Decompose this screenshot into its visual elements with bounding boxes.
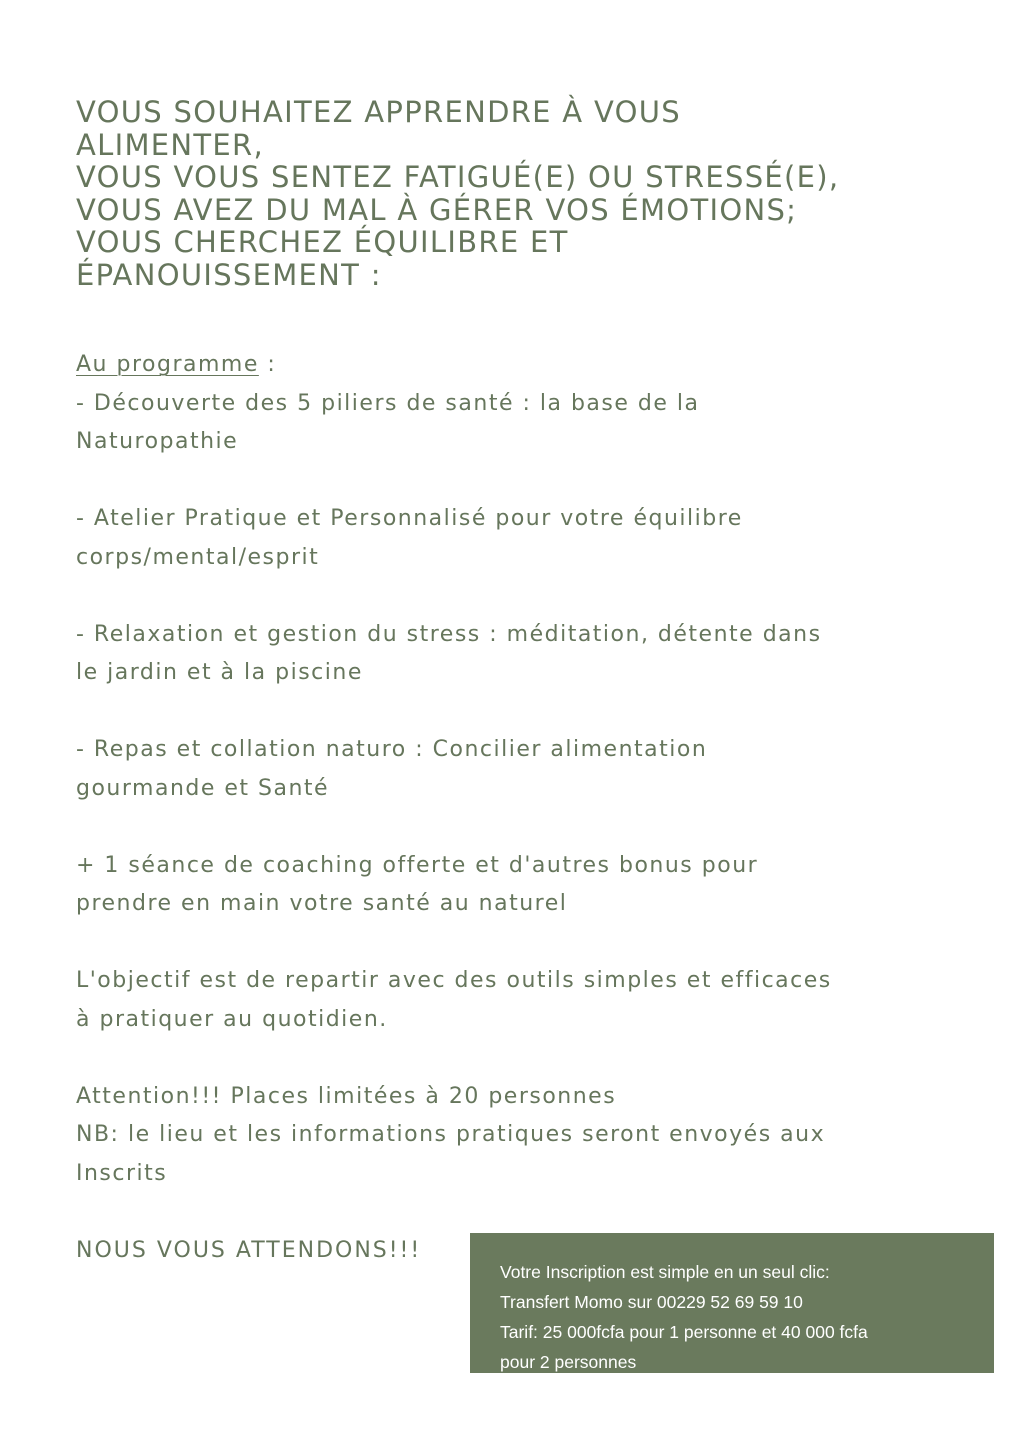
heading-line: VOUS SOUHAITEZ APPRENDRE À VOUS	[76, 95, 681, 129]
program-item-line: gourmande et Santé	[76, 775, 330, 801]
nb-notice-line: Inscrits	[76, 1160, 168, 1186]
program-item-line: + 1 séance de coaching offerte et d'autres bonus pour	[76, 852, 759, 878]
heading-line: VOUS CHERCHEZ ÉQUILIBRE ET	[76, 225, 569, 259]
attention-notice: Attention!!! Places limitées à 20 personnes	[76, 1083, 617, 1109]
program-item-line: corps/mental/esprit	[76, 544, 320, 570]
nb-notice-line: NB: le lieu et les informations pratiques seront envoyés aux	[76, 1122, 826, 1147]
program-label-line	[76, 346, 976, 385]
program-item-line: Naturopathie	[76, 429, 239, 454]
registration-line: pour 2 personnes	[500, 1352, 637, 1372]
program-section	[76, 346, 976, 1193]
program-item-line: - Relaxation et gestion du stress : méditation, détente dans	[76, 621, 822, 647]
objective-line: à pratiquer au quotidien.	[76, 1006, 388, 1032]
heading-line: ÉPANOUISSEMENT :	[76, 257, 382, 292]
program-item-line: le jardin et à la piscine	[76, 660, 363, 685]
registration-line: Transfert Momo sur 00229 52 69 59 10	[500, 1292, 803, 1312]
heading-line: ALIMENTER,	[76, 127, 264, 162]
registration-line: Tarif: 25 000fcfa pour 1 personne et 40 000 fcfa	[500, 1322, 868, 1342]
registration-line: Votre Inscription est simple en un seul clic:	[500, 1262, 830, 1282]
program-item-line: - Découverte des 5 piliers de santé : la base de la	[76, 390, 700, 416]
program-item-line: - Repas et collation naturo : Concilier alimentation	[76, 737, 708, 762]
heading-line: VOUS AVEZ DU MAL À GÉRER VOS ÉMOTIONS;	[76, 192, 798, 227]
program-item-line: - Atelier Pratique et Personnalisé pour votre équilibre	[76, 506, 743, 531]
program-item-line: prendre en main votre santé au naturel	[76, 891, 568, 916]
program-label-suffix: :	[258, 352, 277, 377]
heading-line: VOUS VOUS SENTEZ FATIGUÉ(E) OU STRESSÉ(E),	[76, 160, 840, 194]
objective-line: L'objectif est de repartir avec des outils simples et efficaces	[76, 968, 832, 993]
registration-box	[470, 1233, 994, 1373]
program-label: Au programme	[76, 352, 259, 377]
closing-text: NOUS VOUS ATTENDONS!!!	[76, 1238, 422, 1263]
page-heading	[76, 96, 976, 291]
